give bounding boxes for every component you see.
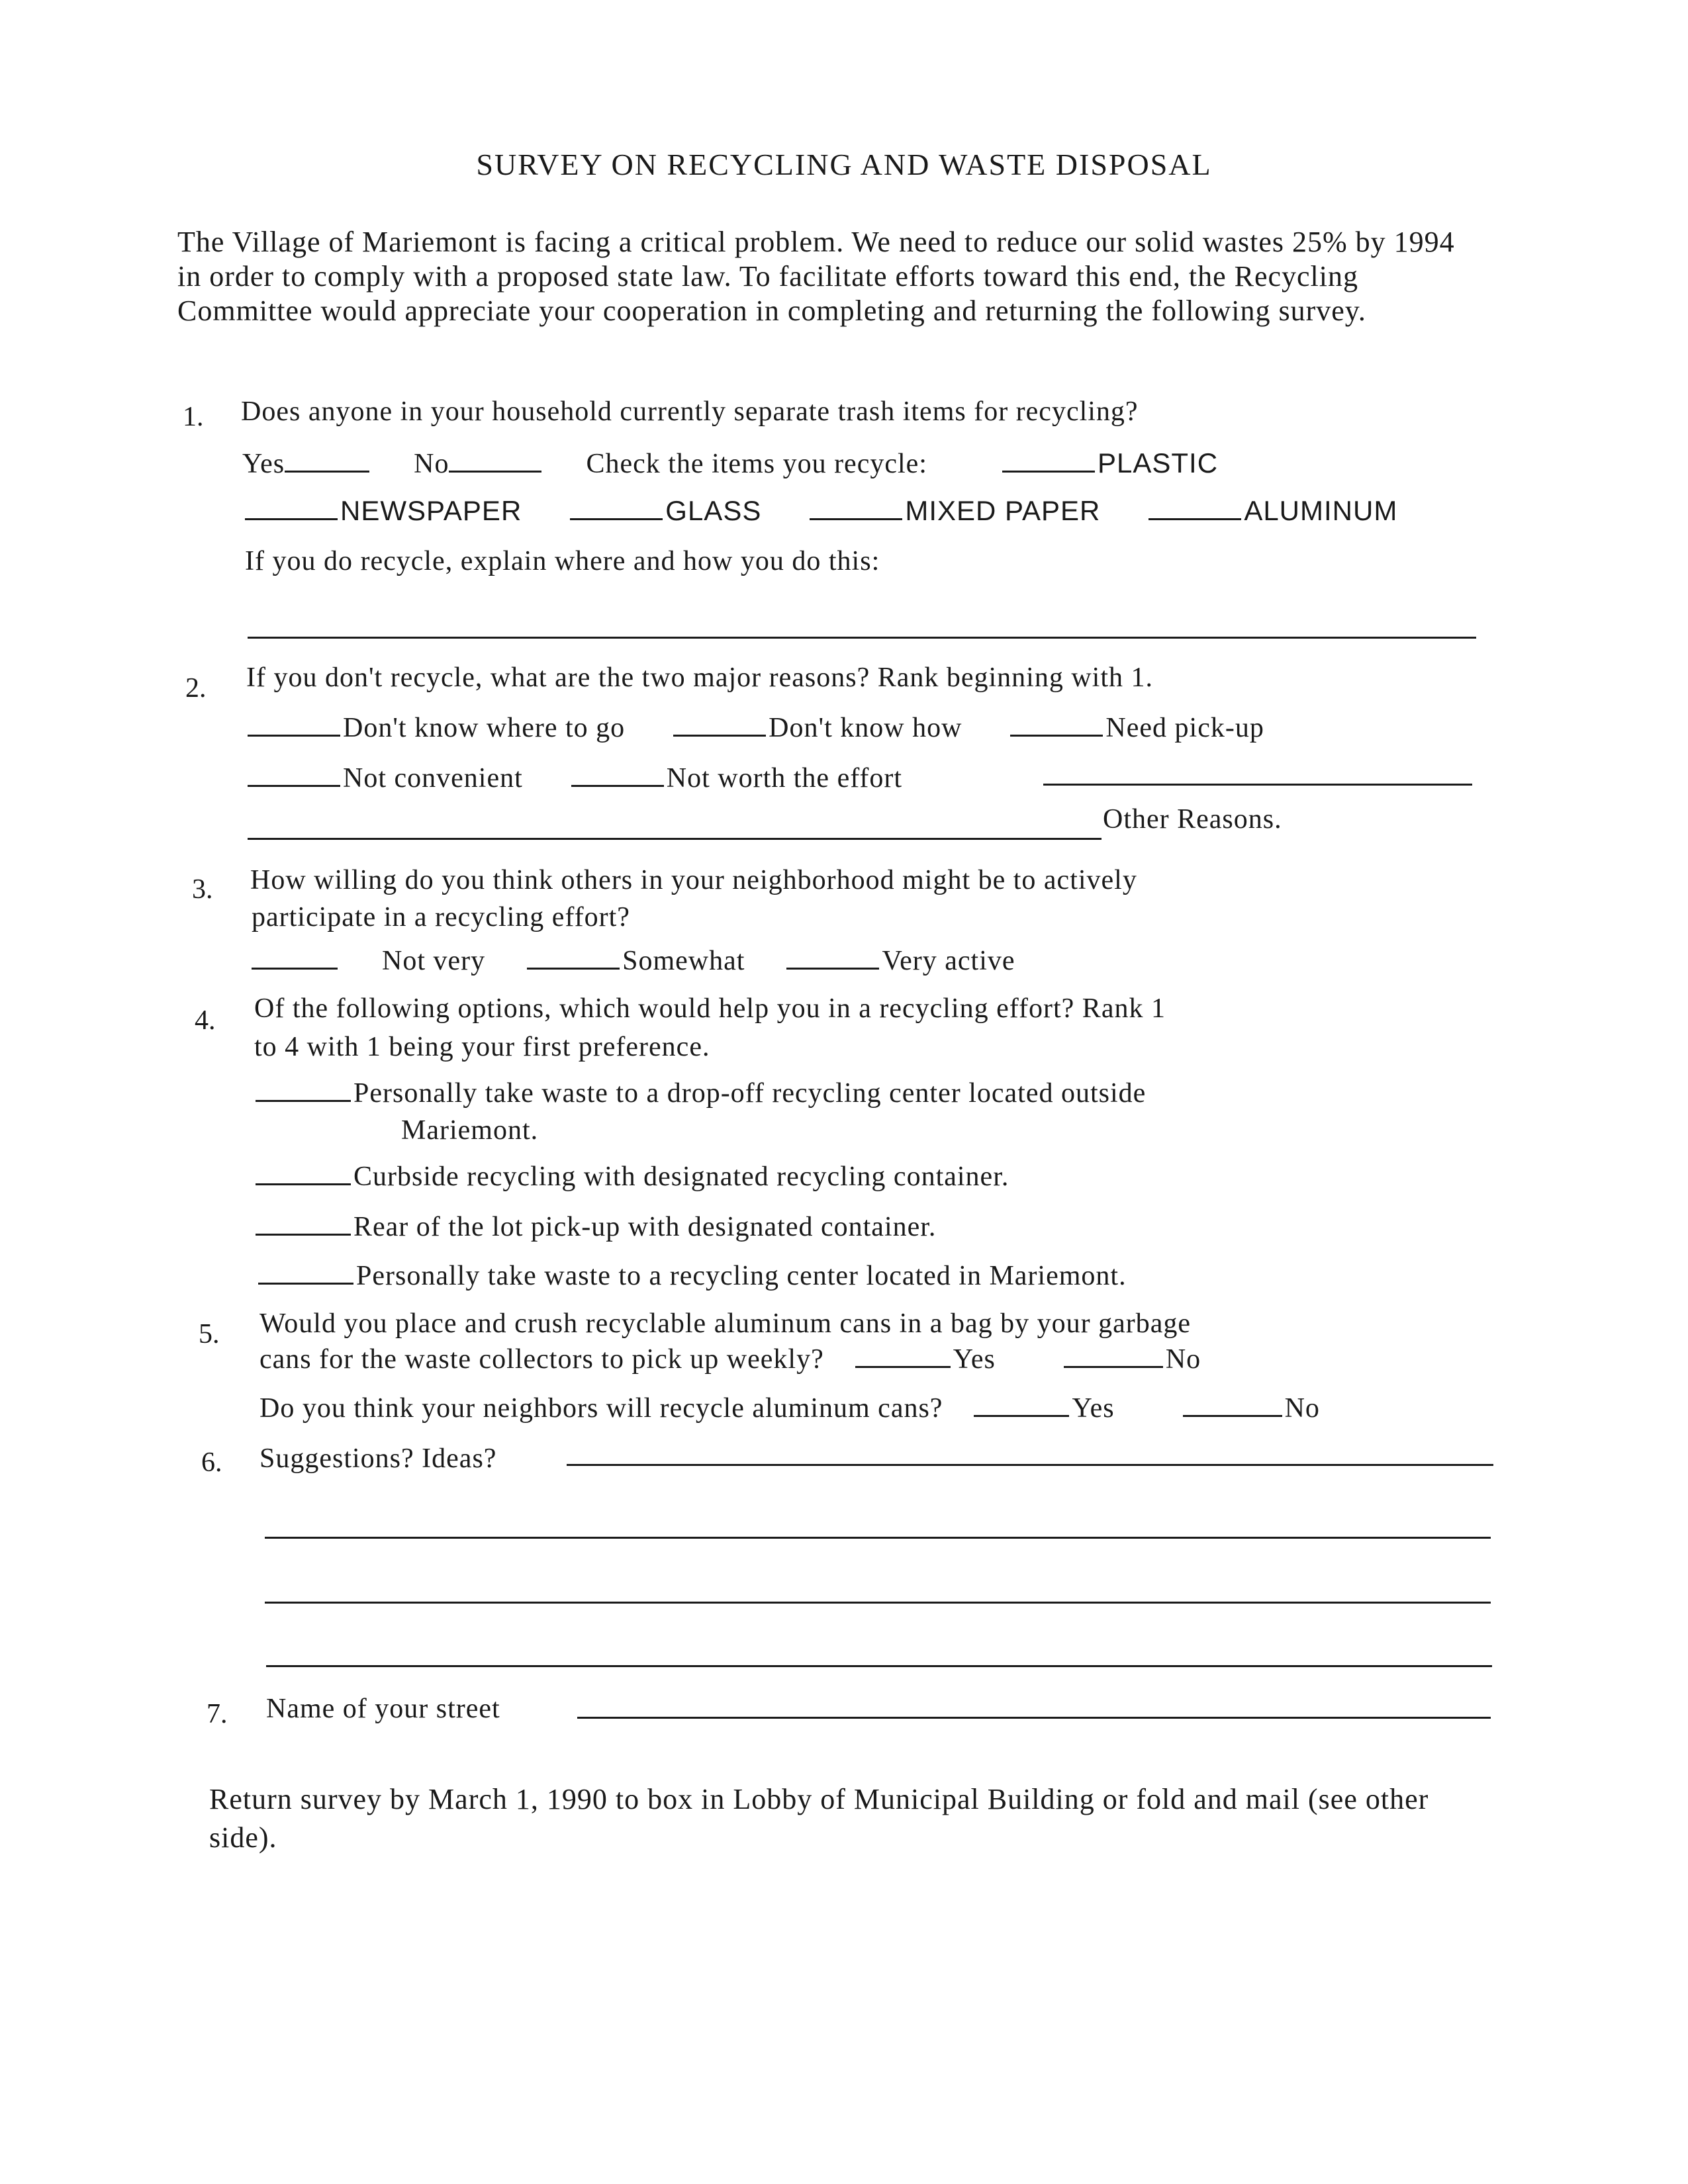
q5-number: 5. [199,1319,220,1349]
q1-items-row [245,495,1397,527]
q4-blank-1[interactable] [256,1077,351,1102]
q2-options-row-2 [248,762,902,794]
q1-item-newspaper: NEWSPAPER [340,495,522,526]
q2-other-line-1[interactable] [1043,784,1472,786]
q2-option-1: Don't know where to go [343,713,626,743]
q1-item-glass: GLASS [665,495,762,526]
q3-number: 3. [192,874,213,905]
q4-blank-4[interactable] [258,1260,353,1285]
q2-other-label: Other Reasons. [1103,804,1282,835]
q4-line-1: Of the following options, which would help you in a recycling effort? Rank 1 [254,993,1166,1024]
q3-blank-2[interactable] [527,945,620,970]
q1-aluminum-blank[interactable] [1149,496,1241,520]
q1-yes-blank[interactable] [285,448,369,473]
page-title: SURVEY ON RECYCLING AND WASTE DISPOSAL [476,148,1212,181]
q2-other-line-2[interactable] [248,838,1102,840]
intro-paragraph: The Village of Mariemont is facing a critical problem. We need to reduce our solid wastes 25% by 1994 in order to comply with a proposed state law. To facilitate efforts toward this end, the Recycling Committee would appreciate your cooperation in completing and returning the following survey. [177,226,1455,327]
q6-line-3[interactable] [265,1602,1491,1604]
q5-line-3: Do you think your neighbors will recycle aluminum cans? [259,1393,943,1424]
q2-blank-2[interactable] [673,712,766,737]
q5-no2-label: No [1284,1393,1320,1424]
q2-option-3: Need pick-up [1105,713,1264,743]
q2-blank-3[interactable] [1010,712,1103,737]
q3-options-row [252,945,1015,977]
q3-line-2: participate in a recycling effort? [252,902,630,933]
q3-blank-3[interactable] [786,945,879,970]
q1-no-blank[interactable] [449,448,541,473]
q5-line-3-row [259,1392,1320,1424]
q4-option-1b: Mariemont. [401,1115,539,1146]
q4-option-4-row [258,1260,1127,1292]
q3-line-1: How willing do you think others in your neighborhood might be to actively [250,865,1137,895]
q4-line-2: to 4 with 1 being your first preference. [254,1032,710,1062]
q6-line-1[interactable] [567,1464,1493,1466]
q3-option-2: Somewhat [622,946,745,976]
q3-option-3: Very active [882,946,1015,976]
q5-line-2-row [259,1343,1201,1375]
q4-option-3-row [256,1211,936,1243]
q1-newspaper-blank[interactable] [245,496,338,520]
q5-line-1: Would you place and crush recyclable aluminum cans in a bag by your garbage [259,1308,1191,1339]
q2-blank-1[interactable] [248,712,340,737]
q5-yes2-label: Yes [1072,1393,1115,1424]
q7-street-line[interactable] [577,1717,1491,1719]
q1-plastic-blank[interactable] [1002,448,1095,473]
q2-question: If you don't recycle, what are the two major reasons? Rank beginning with 1. [246,662,1154,693]
q6-prompt: Suggestions? Ideas? [259,1443,497,1474]
q2-option-2: Don't know how [769,713,962,743]
q6-line-2[interactable] [265,1537,1491,1539]
q1-number: 1. [183,402,204,432]
q1-item-mixed-paper: MIXED PAPER [905,495,1101,526]
q2-options-row-1 [248,712,1264,744]
q1-yes-label: Yes [242,449,285,479]
q2-number: 2. [185,673,207,704]
q6-number: 6. [201,1447,222,1478]
return-instructions: Return survey by March 1, 1990 to box in Lobby of Municipal Building or fold and mail (see other side). [209,1783,1429,1854]
q5-yes2-blank[interactable] [974,1392,1069,1417]
q5-no-label: No [1165,1344,1201,1375]
q1-glass-blank[interactable] [570,496,663,520]
q7-prompt: Name of your street [266,1694,500,1724]
q5-line-2: cans for the waste collectors to pick up weekly? [259,1344,824,1375]
q4-blank-2[interactable] [256,1161,351,1185]
q1-item-plastic: PLASTIC [1097,447,1219,478]
q1-question: Does anyone in your household currently separate trash items for recycling? [241,396,1139,427]
q3-option-1: Not very [382,946,486,976]
q3-blank-1[interactable] [252,945,338,970]
q1-explain: If you do recycle, explain where and how you do this: [245,546,880,576]
q4-option-2: Curbside recycling with designated recycling container. [353,1161,1009,1192]
q5-no-blank[interactable] [1064,1343,1163,1368]
q4-option-4: Personally take waste to a recycling center located in Mariemont. [356,1261,1127,1291]
q1-no-label: No [414,449,449,479]
q1-answer-row [242,447,1218,480]
q5-yes-blank[interactable] [855,1343,951,1368]
q4-option-3: Rear of the lot pick-up with designated container. [353,1212,937,1242]
q6-line-4[interactable] [266,1665,1492,1667]
q4-number: 4. [195,1005,216,1036]
q4-option-2-row [256,1161,1009,1193]
q1-check-prompt: Check the items you recycle: [586,449,927,479]
q2-blank-4[interactable] [248,762,340,787]
q1-item-aluminum: ALUMINUM [1244,495,1398,526]
q5-yes-label: Yes [953,1344,996,1375]
q1-mixed-paper-blank[interactable] [810,496,902,520]
q4-option-1a: Personally take waste to a drop-off recycling center located outside [353,1078,1147,1109]
q4-blank-3[interactable] [256,1211,351,1236]
q7-number: 7. [207,1699,228,1729]
q1-explain-line[interactable] [248,637,1476,639]
q5-no2-blank[interactable] [1183,1392,1282,1417]
q4-option-1-row [256,1077,1146,1109]
q2-option-5: Not worth the effort [666,763,903,794]
q2-option-4: Not convenient [343,763,523,794]
q2-blank-5[interactable] [571,762,664,787]
